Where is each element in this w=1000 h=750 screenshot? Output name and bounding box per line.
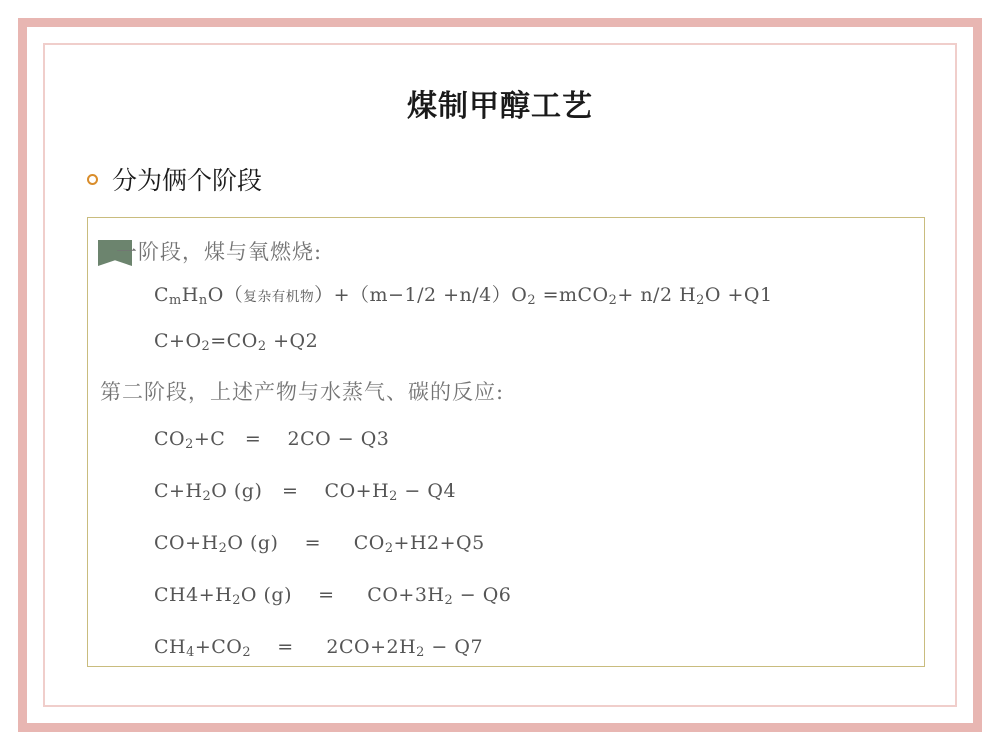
stage-one-heading: 一阶段，煤与氧燃烧:: [116, 240, 323, 264]
equations-panel: [87, 217, 925, 667]
equation-line: $CO_2+C$ = 2CO − Q3: [154, 428, 390, 453]
bullet-item-label: 分为俩个阶段: [112, 166, 263, 195]
equation-line: $CH_4+CO_2$ = $2CO+2H_2 - Q7$: [154, 636, 484, 661]
circle-bullet-icon: [87, 174, 98, 185]
equation-line: $C_mH_nO$（复杂有机物）$+(m-1/2 +n/4)O_2 =mCO_2+ n/2$ $H_2O +Q1$: [154, 284, 773, 309]
bullet-item: [87, 161, 262, 197]
stage-two-heading: 第二阶段，上述产物与水蒸气、碳的反应:: [100, 380, 505, 404]
slide-frame-outer: [18, 18, 982, 732]
equation-line: $CH4+H_2O$ (g) = $CO+3H_2 - Q6$: [154, 584, 512, 609]
equation-line: $C+H_2O$ (g) = $CO+H_2 - Q4$: [154, 480, 457, 505]
equation-line: $C+O_2=CO_2 +Q2$: [154, 330, 319, 355]
slide-frame-inner: [43, 43, 957, 707]
equation-line: $CO+H_2O$ (g) = $CO_2+H2+Q5$: [154, 532, 485, 557]
page-title: 煤制甲醇工艺: [407, 89, 593, 124]
